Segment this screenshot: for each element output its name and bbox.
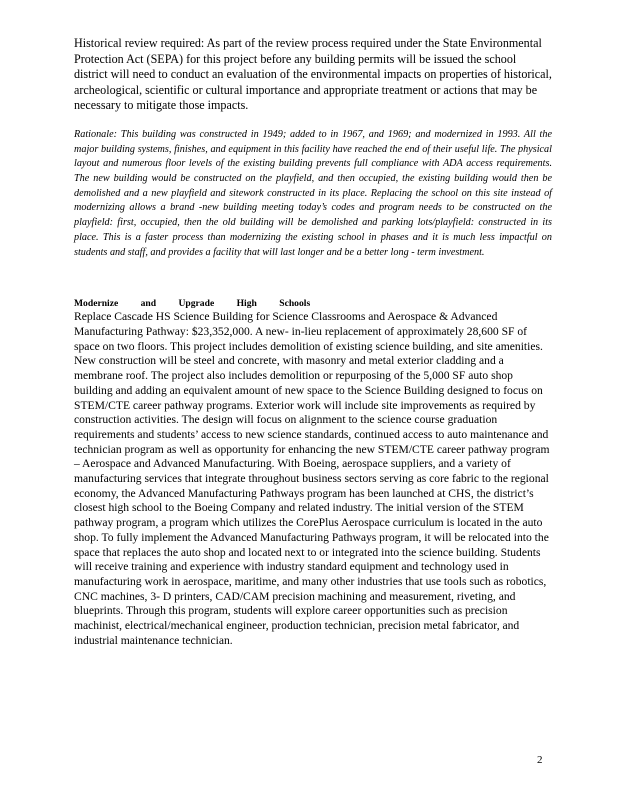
rationale-paragraph: Rationale: This building was constructed in 1949; added to in 1967, and 1969; and modernized in 1993. All the major building systems, finishes, and equipment in this facility have reached the end of their useful life. The physical layout and numerous floor levels of the existing building prevents full compliance with ADA access requirements. The new building would be constructed on the playfield, and then occupied, the existing building would then be demolished and a new playfield and sitework constructed in its place. Replacing the school on this site instead of modernizing allows a brand -new building meeting today’s codes and program needs to be constructed on the playfield: first, occupied, then the old building will be demolished and parking lots/playfield: constructed in its place. This is a faster process than modernizing the existing school in phases and it is much less impactful on students and staff, and provides a facility that will last longer and be a better long - term investment. bbox=[74, 128, 552, 258]
historical-review-paragraph: Historical review required: As part of the review process required under the State Environmental Protection Act (SEPA) for this project before any building permits will be issued the school district will need to conduct an evaluation of the environmental impacts on properties of historical, archeological, scientific or cultural importance and appropriate treatment or actions that may be necessary to mitigate those impacts. bbox=[74, 36, 552, 113]
page-number: 2 bbox=[537, 754, 543, 766]
section-heading: Modernize and Upgrade High Schools bbox=[74, 298, 311, 310]
project-description-paragraph: Replace Cascade HS Science Building for Science Classrooms and Aerospace & Advanced Manufacturing Pathway: $23,352,000. A new- in-lieu replacement of approximately 28,600 SF of space on two floors. This project includes demolition of existing science building, and site amenities. New construction will be steel and concrete, with masonry and metal exterior cladding and a membrane roof. The project also includes demolition or repurposing of the 5,000 SF auto shop building and adding an equivalent amount of new space to the Science Building designed to focus on STEM/CTE career pathway programs. Exterior work will include site improvements as required by construction activities. The design will focus on alignment to the science course graduation requirements and students’ access to new science standards, continued access to auto maintenance and technician program as well as opportunity for enhancing the new STEM/CTE career pathway program – Aerospace and Advanced Manufacturing. With Boeing, aerospace suppliers, and a variety of manufacturing services that integrate throughout business sectors serving as core fabric to the regional economy, the Advanced Manufacturing Pathways program has been launched at CHS, the district’s closest high school to the Boeing Company and related industry. The initial version of the STEM pathway program, a program which utilizes the CorePlus Aerospace curriculum is located in the auto shop. To fully implement the Advanced Manufacturing Pathways program, it will be relocated into the space that replaces the auto shop and located next to or integrated into the science building. Students will receive training and experience with industry standard equipment and technology used in manufacturing work in aerospace, maritime, and many other industries that use tools such as robotics, CNC machines, 3- D printers, CAD/CAM precision machining and measurement, riveting, and blueprints. Through this program, students will explore career opportunities such as precision machinist, electrical/mechanical engineer, production technician, precision metal fabricator, and industrial maintenance technician. bbox=[74, 310, 550, 647]
page-body bbox=[74, 36, 552, 648]
